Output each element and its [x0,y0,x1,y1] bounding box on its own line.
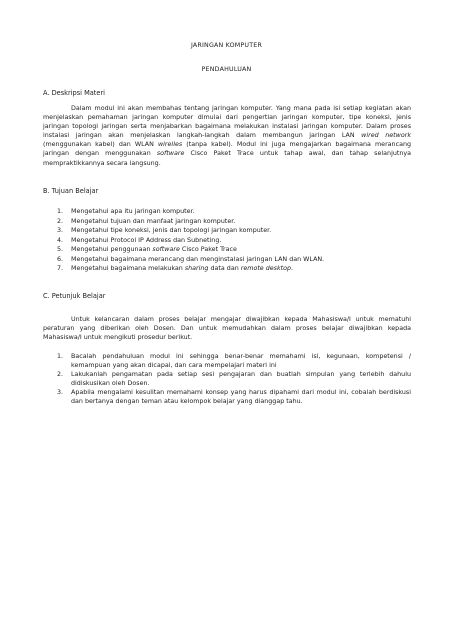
list-item-text: Mengetahui Protocol IP Address dan Subneting. [71,236,222,244]
section-a-paragraph [43,104,411,168]
list-item-emphasis: software [152,246,180,253]
list-item-text: Mengetahui bagaimana merancang dan menginstalasi jaringan LAN dan WLAN. [71,255,325,263]
list-item [57,255,407,265]
list-number: 3. [57,389,64,397]
list-item [57,388,411,406]
chapter-title: PENDAHULUAN [201,66,252,73]
section-a-heading: A. Deskripsi Materi [43,89,105,97]
paragraph-text: (tanpa kabel). Modul ini juga mengajarkan bagaimana merancang jaringan dengan menggunakan [43,141,412,158]
list-item-text: Bacalah pendahuluan modul ini sehingga benar-benar memahami isi, kegunaan, kompetensi / kemampuan yang akan dicapai, dan cara mempelajari materi ini [71,353,411,370]
list-item-text: Mengetahui tujuan dan manfaat jaringan komputer. [71,217,236,225]
paragraph-text: Dalam modul ini akan membahas tentang jaringan komputer. Yang mana pada isi setiap kegiatan akan menjelaskan pemahaman jaringan komputer dimulai dari pengertian jaringan komputer, tipe koneksi, jenis jaringan topologi jaringan serta menjabarkan bagaimana melakukan instalasi jaringan komputer. Dalam proses instalasi jaringan akan menjelaskan langkah-langkah dalam membangun jaringan LAN [43,105,411,140]
list-number: 3. [57,227,64,234]
list-item [57,264,407,274]
list-number: 5. [57,246,64,253]
list-item [57,370,411,388]
list-number: 2. [57,371,64,379]
list-number: 6. [57,255,64,263]
list-item-text: data dan [208,265,241,272]
list-item-text: Lakukanlah pengamatan pada setiap sesi pengajaran dan buatlah simpulan yang terlebih dahulu didiskusikan oleh Dosen. [71,371,411,388]
list-item-emphasis: sharing [184,265,209,272]
list-item-text: Mengetahui bagaimana melakukan [71,265,185,272]
list-item [57,236,407,246]
list-number: 1. [57,208,64,215]
list-number: 7. [57,265,64,272]
list-item-text: . [291,265,294,272]
list-item-text: Cisco Paket Trace [179,246,237,253]
paragraph-emphasis: wirelles [157,141,183,149]
paragraph-text: (menggunakan kabel) dan WLAN [43,141,158,149]
list-number: 4. [57,236,64,244]
document-title: JARINGAN KOMPUTER [190,42,263,49]
list-item [57,217,407,227]
study-instructions-list [57,352,411,407]
list-number: 2. [57,217,64,225]
list-item [57,245,407,255]
list-item [57,352,411,370]
list-item-text: Apabila mengalami kesulitan memahami konsep yang harus dipahami dari modul ini, cobalah berdiskusi dan bertanya dengan teman atau kelompok belajar yang dianggap tahu. [71,389,411,406]
list-item-text: Mengetahui penggunaan [71,246,153,253]
list-item-text: Mengetahui tipe koneksi, jenis dan topologi jaringan komputer. [71,227,272,234]
learning-goals-list [57,207,407,274]
list-item [57,207,407,217]
paragraph-emphasis: software [156,150,185,158]
section-c-paragraph: Untuk kelancaran dalam proses belajar mengajar diwajibkan kepada Mahasiswa/I untuk mematuhi peraturan yang diberikan oleh Dosen. Dan untuk memudahkan dalam proses belajar diwajibkan kepada Mahasiswa/I untuk mengikuti prosedur berikut. [43,316,411,342]
paragraph-emphasis: wired network [361,132,411,140]
section-c-heading: C. Petunjuk Belajar [43,292,106,300]
list-item-emphasis: remote desktop [240,265,292,272]
list-number: 1. [57,353,64,360]
list-item [57,226,407,236]
section-b-heading: B. Tujuan Belajar [43,187,99,195]
paragraph-text: Cisco Paket Trace untuk tahap awal, dan tahap selanjutnya mempraktikkannya secara langsung. [43,150,411,167]
list-item-text: Mengetahui apa itu jaringan komputer. [71,208,195,215]
